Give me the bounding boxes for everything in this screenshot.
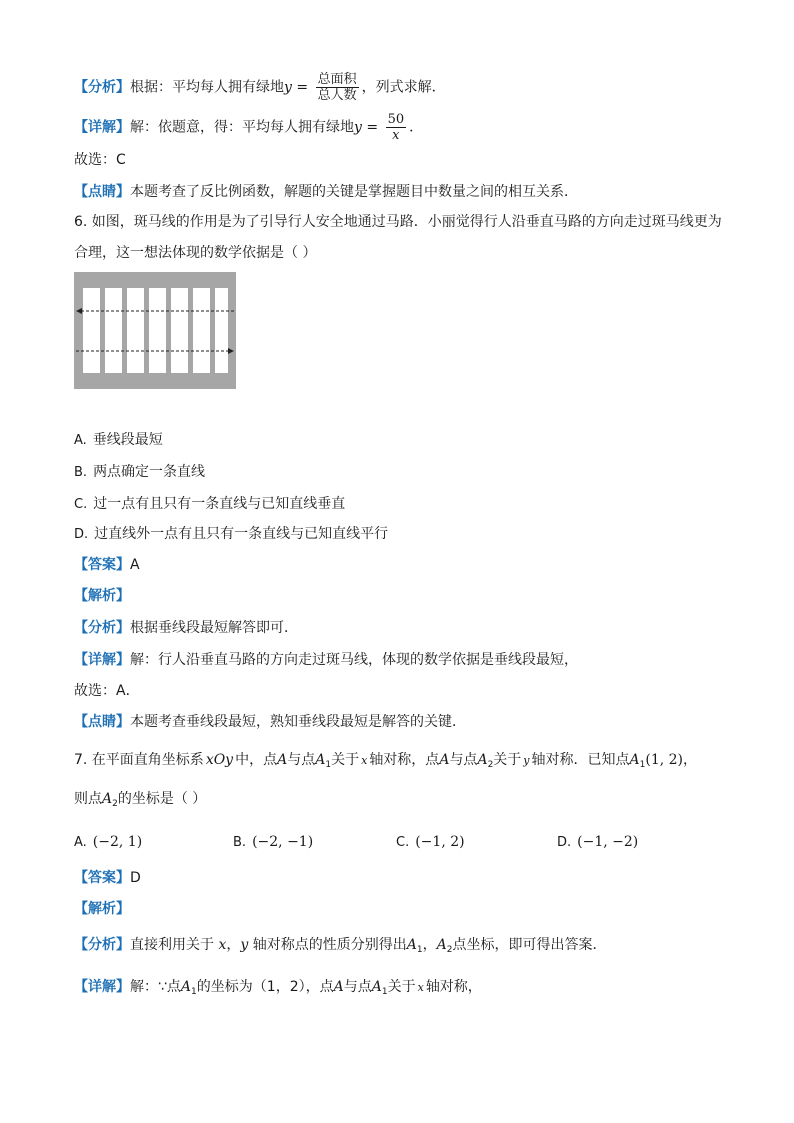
zebra-stripe <box>193 288 210 373</box>
option-text: 过一点有且只有一条直线与已知直线垂直 <box>93 496 346 512</box>
note-text: 本题考查垂线段最短，熟知垂线段最短是解答的关键． <box>130 714 466 730</box>
option-text: 两点确定一条直线 <box>93 464 206 480</box>
detail-text: 解：行人沿垂直马路的方向走过斑马线，体现的数学依据是垂线段最短， <box>130 652 578 668</box>
var-a1: A <box>180 979 192 995</box>
stem-text: 7. 在平面直角坐标系 <box>74 752 204 768</box>
q6-answer-line <box>74 555 140 575</box>
stem-text: 轴对称．已知点 <box>531 752 630 768</box>
zebra-stripe <box>83 288 100 373</box>
q6-analysis-line <box>74 618 298 638</box>
q7-stem-line2 <box>74 789 206 814</box>
var-a: A <box>439 752 450 768</box>
stem-text: ， <box>683 752 698 768</box>
subscript: 2 <box>446 945 453 955</box>
option-label: D. <box>557 835 572 850</box>
q6-detail-line <box>74 650 578 670</box>
zebra-crossing-figure <box>74 272 236 389</box>
zebra-stripe <box>215 288 228 373</box>
answer-tag: 【答案】 <box>74 557 130 573</box>
note-tag: 【点睛】 <box>74 184 130 200</box>
var-x: x <box>417 981 424 994</box>
option-label: C. <box>396 835 410 850</box>
var-a: A <box>277 752 288 768</box>
option-label: B. <box>233 835 247 850</box>
detail-tag: 【详解】 <box>74 979 130 995</box>
var-a: A <box>333 979 344 995</box>
answer-value: A <box>130 557 140 573</box>
q7-option-a <box>74 832 142 853</box>
var-a1: A <box>371 979 382 995</box>
analysis-tag: 【分析】 <box>74 620 130 636</box>
analysis-text: 根据：平均每人拥有绿地 <box>130 79 284 96</box>
fraction-numerator: 50 <box>387 112 405 127</box>
note-tag: 【点睛】 <box>74 714 130 730</box>
q6-stem-line2: 合理，这一想法体现的数学依据是（ ） <box>74 245 317 261</box>
answer-tag: 【答案】 <box>74 870 130 886</box>
zebra-stripe <box>149 288 166 373</box>
q6-option-c <box>74 494 345 515</box>
stem-text: 则点 <box>74 791 102 807</box>
stem-text: 轴对称，点 <box>369 752 440 768</box>
q7-option-d <box>557 832 638 853</box>
note-text: 本题考查了反比例函数，解题的关键是掌握题目中数量之间的相互关系． <box>130 184 578 200</box>
q6-note-line <box>74 712 466 732</box>
analysis-tail: ，列式求解． <box>361 79 446 96</box>
stem-text: 关于 <box>493 752 522 768</box>
q7-detail-line <box>74 977 482 1002</box>
zebra-stripe <box>171 288 188 373</box>
subscript: 1 <box>639 760 646 770</box>
choose-line: 故选：C <box>74 152 126 168</box>
equals-sign: = <box>291 79 313 96</box>
var-a1: A <box>406 937 417 953</box>
stem-text: 关于 <box>331 752 360 768</box>
stem-text: 与点 <box>287 752 316 768</box>
q6-option-a <box>74 430 163 451</box>
stem-text: 中，点 <box>235 752 278 768</box>
option-text: (−2, −1) <box>252 834 314 850</box>
var-a2: A <box>477 752 488 768</box>
option-text: 垂线段最短 <box>92 432 163 448</box>
subscript: 1 <box>381 987 388 997</box>
detail-text: 轴对称， <box>425 979 482 995</box>
subscript: 2 <box>487 760 494 770</box>
q6-jiexi-line <box>74 586 130 606</box>
q6-option-d <box>74 524 388 545</box>
detail-tag: 【详解】 <box>74 119 130 136</box>
fraction <box>316 72 359 103</box>
option-text: (−1, 2) <box>415 834 465 850</box>
zebra-stripe <box>127 288 144 373</box>
option-label: D. <box>74 527 89 542</box>
detail-text: 关于 <box>387 979 416 995</box>
answer-value: D <box>130 870 141 886</box>
detail-text: 与点 <box>343 979 372 995</box>
analysis-tag: 【分析】 <box>74 79 130 96</box>
analysis-line <box>74 72 446 103</box>
stem-text: 与点 <box>449 752 478 768</box>
var-a2: A <box>102 791 113 807</box>
var-y: y <box>284 79 292 96</box>
q6-option-b <box>74 462 205 483</box>
detail-tag: 【详解】 <box>74 652 130 668</box>
analysis-text: ， <box>226 937 241 953</box>
analysis-text: 根据垂线段最短解答即可． <box>130 620 298 636</box>
analysis-tag: 【分析】 <box>74 937 130 953</box>
q7-jiexi-line <box>74 899 130 919</box>
detail-text: 解：∵点 <box>130 979 181 995</box>
q7-stem-line1 <box>74 750 697 775</box>
q7-analysis-line <box>74 935 606 960</box>
fraction-denominator: 总人数 <box>317 88 357 103</box>
q7-answer-line <box>74 868 141 888</box>
var-a2: A <box>436 937 447 953</box>
detail-text: 的坐标为（1，2），点 <box>196 979 334 995</box>
option-label: B. <box>74 465 88 480</box>
detail-text: 解：依题意，得：平均每人拥有绿地 <box>130 119 354 136</box>
q6-choose-line: 故选：A． <box>74 683 140 699</box>
analysis-text: 轴对称点的性质分别得出 <box>248 937 407 953</box>
q7-option-b <box>233 832 313 853</box>
option-text: (−2, 1) <box>92 834 143 850</box>
subscript: 1 <box>325 760 332 770</box>
detail-line <box>74 112 423 143</box>
var-x: x <box>218 937 227 953</box>
option-label: A. <box>74 835 87 850</box>
option-text: 过直线外一点有且只有一条直线与已知直线平行 <box>94 526 389 542</box>
equals-sign: = <box>361 119 383 136</box>
zebra-stripe <box>105 288 122 373</box>
option-text: (−1, −2) <box>577 834 639 850</box>
analysis-text: ， <box>422 937 437 953</box>
var-a1: A <box>629 752 640 768</box>
detail-tail: ． <box>409 119 424 136</box>
subscript: 1 <box>191 987 197 997</box>
subscript: 1 <box>416 945 423 955</box>
var-xoy: xOy <box>205 752 234 768</box>
fraction-numerator: 总面积 <box>317 72 357 87</box>
analysis-text: 点坐标，即可得出答案． <box>452 937 607 953</box>
q7-option-c <box>396 832 465 853</box>
subscript: 2 <box>112 799 118 809</box>
option-label: C. <box>74 497 88 512</box>
var-a1: A <box>315 752 326 768</box>
note-line <box>74 182 578 202</box>
var-y: y <box>240 937 249 953</box>
fraction <box>386 112 407 143</box>
analysis-text: 直接利用关于 <box>130 937 219 953</box>
option-label: A. <box>74 433 87 448</box>
fraction-denominator: x <box>392 128 400 143</box>
stem-text: 的坐标是（ ） <box>117 791 207 807</box>
coordinate: (1, 2) <box>645 752 684 768</box>
jiexi-tag: 【解析】 <box>74 588 130 604</box>
var-y: y <box>354 119 362 136</box>
var-x: x <box>361 754 368 767</box>
var-y: y <box>523 754 530 767</box>
jiexi-tag: 【解析】 <box>74 901 130 917</box>
q6-stem-line1: 6. 如图，斑马线的作用是为了引导行人安全地通过马路．小丽觉得行人沿垂直马路的方向走过斑马线更为 <box>74 214 722 230</box>
